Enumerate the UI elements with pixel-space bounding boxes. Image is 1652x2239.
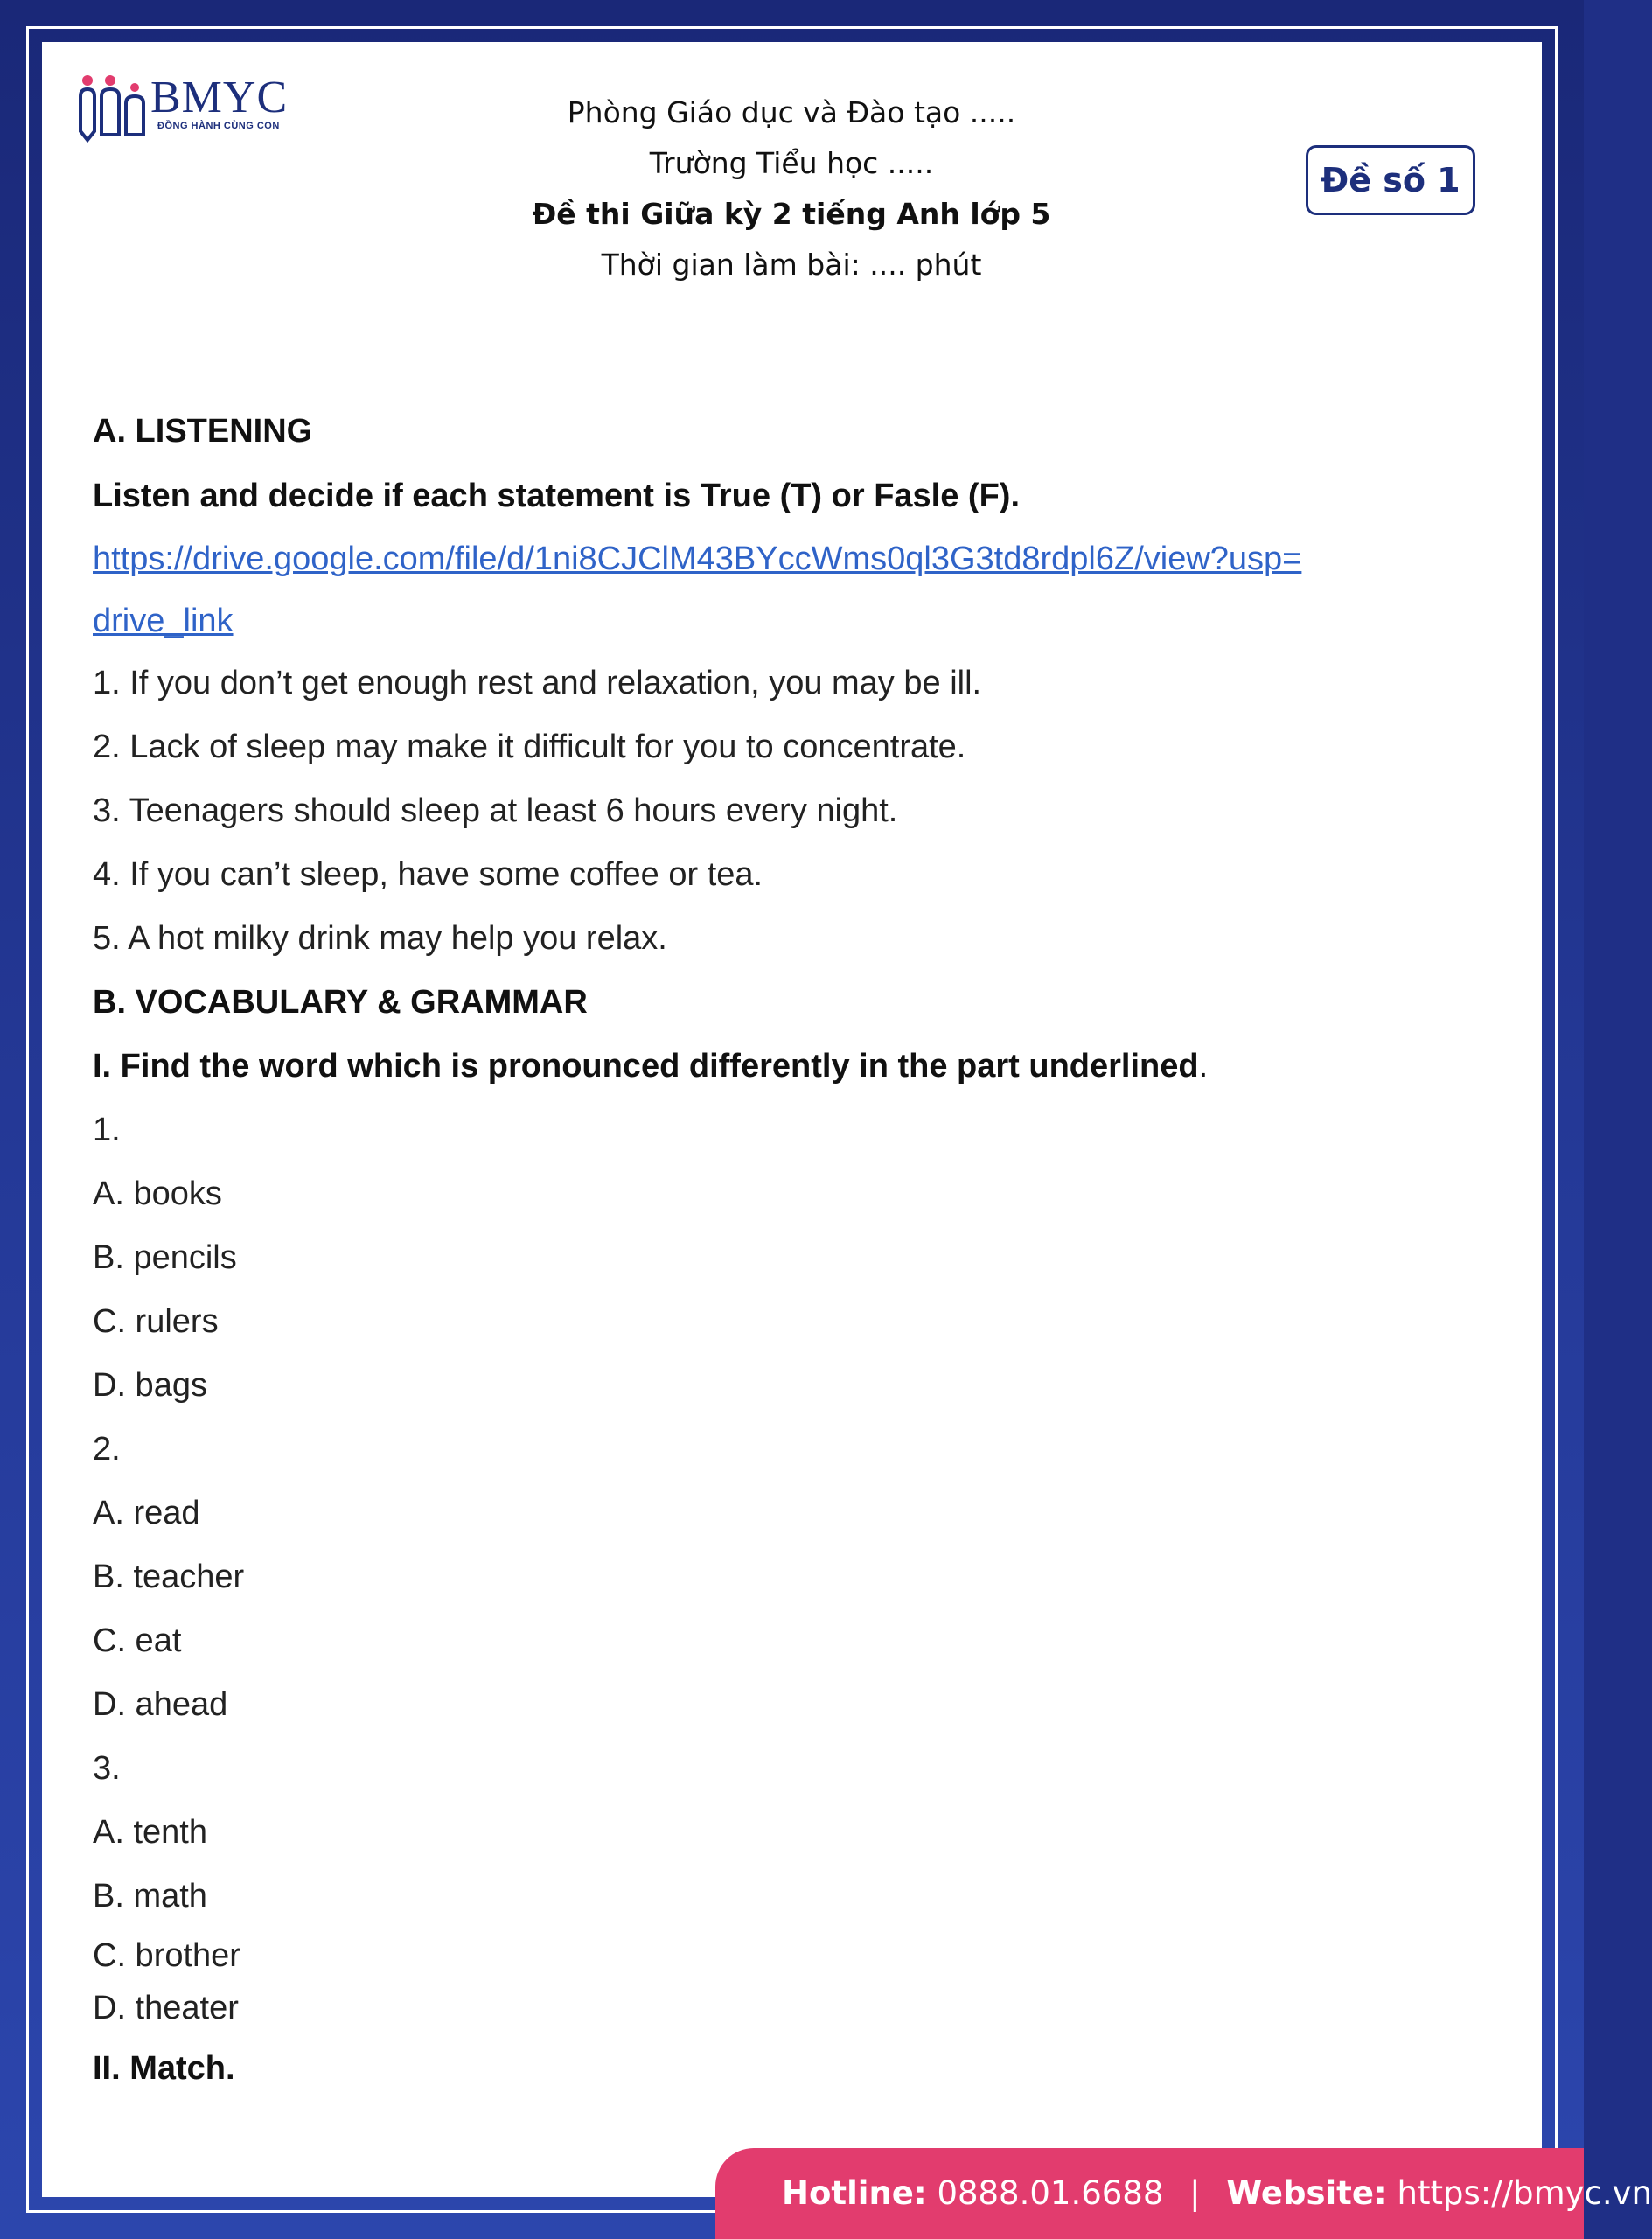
question-number: 3. [93, 1750, 121, 1787]
brand-logo [77, 72, 296, 142]
department-line: Phòng Giáo dục và Đào tạo ..... [567, 95, 1016, 129]
question-number: 1. [93, 1112, 121, 1148]
footer-separator: | [1189, 2174, 1201, 2212]
answer-option: B. pencils [93, 1239, 237, 1276]
section-b-title: B. VOCABULARY & GRAMMAR [93, 984, 588, 1021]
audio-link[interactable] [93, 527, 1509, 590]
answer-option: D. theater [93, 1990, 239, 2026]
part-1-instruction [93, 1035, 1509, 1099]
family-logo-icon [77, 73, 149, 142]
audio-link-line2[interactable]: drive_link [93, 603, 234, 639]
audio-link-line1[interactable]: https://drive.google.com/file/d/1ni8CJClM43BYccWms0ql3G3td8rdpl6Z/view?usp= [93, 541, 1302, 577]
answer-option: A. books [93, 1175, 222, 1212]
exam-content [93, 398, 1509, 2103]
brand-name: BMYC [150, 73, 289, 122]
brand-tagline: ĐỒNG HÀNH CÙNG CON [157, 121, 280, 131]
answer-option: C. rulers [93, 1303, 219, 1340]
answer-option: C. eat [93, 1622, 182, 1659]
answer-option: A. tenth [93, 1814, 207, 1851]
exam-header [437, 87, 1146, 290]
answer-option: D. bags [93, 1367, 207, 1404]
website-label: Website: [1226, 2174, 1387, 2212]
hotline-label: Hotline: [782, 2174, 927, 2212]
answer-option: C. brother [93, 1937, 240, 1974]
exam-number-badge: Đề số 1 [1306, 145, 1475, 215]
exam-duration: Thời gian làm bài: .... phút [601, 248, 982, 282]
part-1-instruction-period: . [1198, 1048, 1209, 1085]
question-number: 2. [93, 1431, 121, 1468]
hotline-number[interactable]: 0888.01.6688 [937, 2174, 1164, 2212]
listening-instruction: Listen and decide if each statement is True (T) or Fasle (F). [93, 478, 1021, 514]
answer-option: B. teacher [93, 1559, 245, 1595]
part-1-instruction-text: I. Find the word which is pronounced differently in the part underlined [93, 1048, 1199, 1085]
section-a-title: A. LISTENING [93, 413, 313, 450]
statement-item: 2. Lack of sleep may make it difficult for you to concentrate. [93, 729, 966, 765]
audio-link-continued[interactable] [93, 590, 1509, 652]
statement-item: 4. If you can’t sleep, have some coffee or tea. [93, 856, 763, 893]
answer-option: D. ahead [93, 1686, 228, 1723]
website-link[interactable]: https://bmyc.vn [1397, 2174, 1652, 2212]
exam-title: Đề thi Giữa kỳ 2 tiếng Anh lớp 5 [532, 197, 1051, 231]
statement-item: 1. If you don’t get enough rest and relaxation, you may be ill. [93, 665, 982, 701]
part-2-title: II. Match. [93, 2050, 235, 2087]
statement-item: 3. Teenagers should sleep at least 6 hours every night. [93, 792, 898, 829]
contact-footer [715, 2148, 1652, 2239]
statement-item: 5. A hot milky drink may help you relax. [93, 920, 667, 957]
school-line: Trường Tiểu học ..... [649, 146, 934, 180]
answer-option: A. read [93, 1495, 200, 1531]
answer-option: B. math [93, 1878, 207, 1915]
